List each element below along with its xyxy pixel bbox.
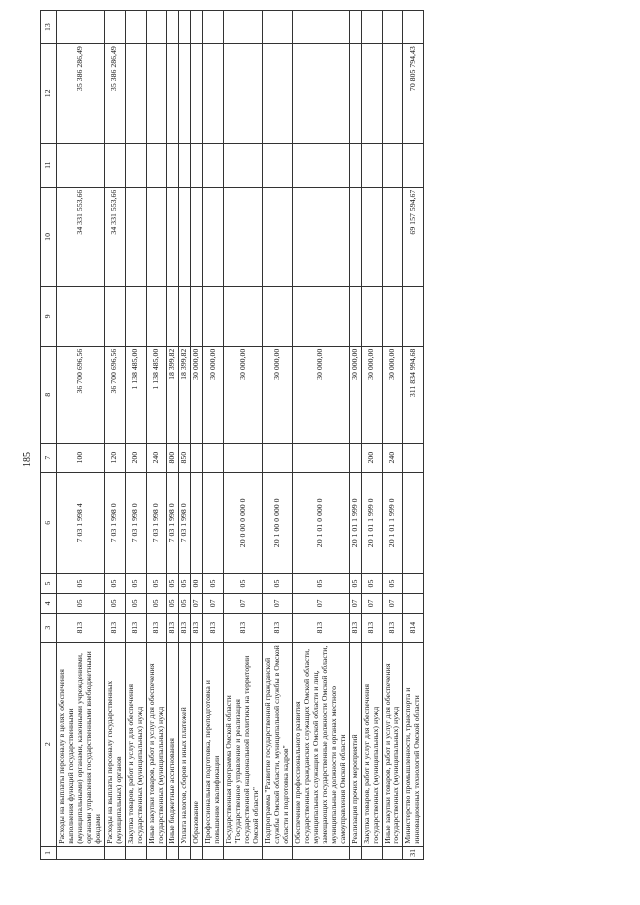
row-description: Государственная программа Омской области "Государственное управление и реализация государственной национальной политики на территории Омской области" <box>224 642 263 846</box>
ministry-code: 813 <box>382 613 403 642</box>
subsection-code: 00 <box>191 574 203 594</box>
amount-col11 <box>125 143 146 187</box>
header-cell: 5 <box>41 574 57 594</box>
ministry-code: 813 <box>57 613 105 642</box>
expense-type <box>224 443 263 472</box>
amount-year2 <box>179 187 191 286</box>
table-row <box>104 11 125 860</box>
row-number <box>191 846 203 859</box>
target-article: 7 03 1 998 0 <box>167 472 179 574</box>
amount-year1: 18 399,82 <box>167 346 179 443</box>
row-description: Образование <box>191 642 203 846</box>
row-description: Иные закупки товаров, работ и услуг для обеспечения государственных (муниципальных) нужд <box>382 642 403 846</box>
amount-col13 <box>57 11 105 44</box>
amount-year2 <box>263 187 293 286</box>
amount-col13 <box>263 11 293 44</box>
amount-col9 <box>403 287 424 347</box>
row-number <box>146 846 167 859</box>
subsection-code: 05 <box>263 574 293 594</box>
amount-year3: 35 386 286,49 <box>104 44 125 143</box>
amount-col13 <box>179 11 191 44</box>
amount-col11 <box>191 143 203 187</box>
table-row <box>167 11 179 860</box>
amount-year1: 30 000,00 <box>263 346 293 443</box>
amount-col9 <box>104 287 125 347</box>
table-row <box>191 11 203 860</box>
row-number <box>382 846 403 859</box>
section-code: 05 <box>104 593 125 613</box>
amount-year3 <box>146 44 167 143</box>
amount-year3 <box>167 44 179 143</box>
amount-col11 <box>224 143 263 187</box>
amount-year2: 34 331 553,66 <box>57 187 105 286</box>
amount-col13 <box>104 11 125 44</box>
ministry-code: 813 <box>361 613 382 642</box>
expense-type: 240 <box>382 443 403 472</box>
amount-year2 <box>224 187 263 286</box>
amount-year1: 1 138 485,00 <box>146 346 167 443</box>
header-cell: 8 <box>41 346 57 443</box>
amount-col9 <box>167 287 179 347</box>
amount-year1: 30 000,00 <box>349 346 361 443</box>
section-code: 05 <box>125 593 146 613</box>
row-description: Реализация прочих мероприятий <box>349 642 361 846</box>
amount-year1: 30 000,00 <box>203 346 224 443</box>
row-description: Расходы на выплаты персоналу в целях обеспечения выполнения функций государственными (муниципальными) органами, казенными учреждениями, органами управления государственными внебюджетными фондами <box>57 642 105 846</box>
amount-col13 <box>403 11 424 44</box>
header-cell: 9 <box>41 287 57 347</box>
amount-col13 <box>125 11 146 44</box>
row-number <box>349 846 361 859</box>
ministry-code: 813 <box>179 613 191 642</box>
target-article: 7 03 1 998 4 <box>57 472 105 574</box>
amount-col13 <box>167 11 179 44</box>
target-article: 7 03 1 998 0 <box>146 472 167 574</box>
target-article: 20 1 00 0 000 0 <box>263 472 293 574</box>
amount-col13 <box>292 11 349 44</box>
amount-col9 <box>191 287 203 347</box>
row-description: Закупка товаров, работ и услуг для обеспечения государственных (муниципальных) нужд <box>125 642 146 846</box>
section-code: 07 <box>191 593 203 613</box>
row-number <box>361 846 382 859</box>
amount-col13 <box>191 11 203 44</box>
subsection-code: 05 <box>382 574 403 594</box>
ministry-code: 813 <box>263 613 293 642</box>
row-description: Расходы на выплаты персоналу государственных (муниципальных) органов <box>104 642 125 846</box>
page-number: 185 <box>22 452 33 467</box>
amount-year1: 311 834 994,68 <box>403 346 424 443</box>
row-number: 31 <box>403 846 424 859</box>
amount-year3: 35 386 286,49 <box>57 44 105 143</box>
amount-col11 <box>203 143 224 187</box>
amount-col11 <box>179 143 191 187</box>
row-number <box>179 846 191 859</box>
row-number <box>263 846 293 859</box>
table-row <box>349 11 361 860</box>
subsection-code <box>403 574 424 594</box>
section-code: 07 <box>361 593 382 613</box>
ministry-code: 814 <box>403 613 424 642</box>
subsection-code: 05 <box>146 574 167 594</box>
expense-type <box>349 443 361 472</box>
ministry-code: 813 <box>167 613 179 642</box>
ministry-code: 813 <box>203 613 224 642</box>
subsection-code: 05 <box>179 574 191 594</box>
header-cell: 1 <box>41 846 57 859</box>
section-code: 05 <box>57 593 105 613</box>
row-number <box>57 846 105 859</box>
table-row <box>224 11 263 860</box>
budget-table <box>40 10 424 860</box>
table-row <box>57 11 105 860</box>
section-code: 07 <box>263 593 293 613</box>
table-row <box>203 11 224 860</box>
target-article <box>203 472 224 574</box>
subsection-code: 05 <box>349 574 361 594</box>
table-row <box>146 11 167 860</box>
ministry-code: 813 <box>125 613 146 642</box>
amount-col9 <box>125 287 146 347</box>
row-number <box>167 846 179 859</box>
section-code <box>403 593 424 613</box>
amount-year3 <box>203 44 224 143</box>
header-cell: 13 <box>41 11 57 44</box>
amount-col11 <box>403 143 424 187</box>
target-article: 20 1 01 1 999 0 <box>361 472 382 574</box>
table-row <box>361 11 382 860</box>
amount-year2 <box>292 187 349 286</box>
amount-col11 <box>263 143 293 187</box>
amount-col13 <box>203 11 224 44</box>
ministry-code: 813 <box>292 613 349 642</box>
expense-type: 200 <box>125 443 146 472</box>
amount-year3 <box>361 44 382 143</box>
amount-col9 <box>57 287 105 347</box>
subsection-code: 05 <box>57 574 105 594</box>
ministry-code: 813 <box>191 613 203 642</box>
header-cell: 12 <box>41 44 57 143</box>
section-code: 05 <box>179 593 191 613</box>
table-row <box>179 11 191 860</box>
amount-year3 <box>382 44 403 143</box>
amount-col11 <box>361 143 382 187</box>
row-number <box>125 846 146 859</box>
section-code: 07 <box>382 593 403 613</box>
target-article: 20 0 00 0 000 0 <box>224 472 263 574</box>
subsection-code: 05 <box>203 574 224 594</box>
target-article: 20 1 01 1 999 0 <box>382 472 403 574</box>
amount-year3: 70 805 794,43 <box>403 44 424 143</box>
amount-year3 <box>179 44 191 143</box>
row-description: Уплата налогов, сборов и иных платежей <box>179 642 191 846</box>
header-cell: 6 <box>41 472 57 574</box>
expense-type <box>263 443 293 472</box>
amount-year2 <box>203 187 224 286</box>
section-code: 07 <box>224 593 263 613</box>
amount-col9 <box>203 287 224 347</box>
expense-type <box>203 443 224 472</box>
amount-col11 <box>349 143 361 187</box>
amount-year2 <box>146 187 167 286</box>
amount-col11 <box>57 143 105 187</box>
table-row <box>403 11 424 860</box>
amount-col11 <box>146 143 167 187</box>
amount-year2 <box>382 187 403 286</box>
expense-type <box>403 443 424 472</box>
header-cell: 7 <box>41 443 57 472</box>
row-description: Иные бюджетные ассигнования <box>167 642 179 846</box>
amount-col9 <box>263 287 293 347</box>
amount-col13 <box>382 11 403 44</box>
row-description: Министерство промышленности, транспорта и инновационных технологий Омской области <box>403 642 424 846</box>
subsection-code: 05 <box>104 574 125 594</box>
amount-col9 <box>361 287 382 347</box>
table-row <box>292 11 349 860</box>
header-cell: 3 <box>41 613 57 642</box>
amount-year2: 69 157 594,67 <box>403 187 424 286</box>
amount-year1: 18 399,82 <box>179 346 191 443</box>
amount-year1: 30 000,00 <box>361 346 382 443</box>
amount-year2 <box>125 187 146 286</box>
amount-col13 <box>224 11 263 44</box>
amount-year2 <box>361 187 382 286</box>
amount-year3 <box>191 44 203 143</box>
expense-type: 800 <box>167 443 179 472</box>
header-row <box>41 11 57 860</box>
amount-year1: 30 000,00 <box>191 346 203 443</box>
ministry-code: 813 <box>224 613 263 642</box>
section-code: 07 <box>203 593 224 613</box>
amount-col11 <box>382 143 403 187</box>
amount-col9 <box>382 287 403 347</box>
amount-year1: 36 700 696,56 <box>57 346 105 443</box>
header-cell: 4 <box>41 593 57 613</box>
target-article: 7 03 1 998 0 <box>179 472 191 574</box>
target-article: 20 1 01 0 000 0 <box>292 472 349 574</box>
subsection-code: 05 <box>224 574 263 594</box>
amount-year3 <box>292 44 349 143</box>
row-description: Закупка товаров, работ и услуг для обеспечения государственных (муниципальных) нужд <box>361 642 382 846</box>
row-number <box>292 846 349 859</box>
target-article <box>191 472 203 574</box>
row-description: Подпрограмма "Развитие государственной гражданской службы Омской области, муниципальной службы в Омской области и подготовка кадров" <box>263 642 293 846</box>
target-article: 7 03 1 998 0 <box>125 472 146 574</box>
ministry-code: 813 <box>104 613 125 642</box>
amount-year1: 30 000,00 <box>292 346 349 443</box>
amount-col9 <box>292 287 349 347</box>
amount-year2 <box>191 187 203 286</box>
expense-type: 120 <box>104 443 125 472</box>
table-row <box>125 11 146 860</box>
amount-col11 <box>167 143 179 187</box>
expense-type: 850 <box>179 443 191 472</box>
header-cell: 11 <box>41 143 57 187</box>
amount-year3 <box>349 44 361 143</box>
header-cell: 10 <box>41 187 57 286</box>
amount-year3 <box>125 44 146 143</box>
amount-col9 <box>224 287 263 347</box>
amount-col9 <box>179 287 191 347</box>
amount-col11 <box>292 143 349 187</box>
amount-col13 <box>349 11 361 44</box>
amount-year1: 36 700 696,56 <box>104 346 125 443</box>
amount-col13 <box>361 11 382 44</box>
section-code: 05 <box>146 593 167 613</box>
amount-year3 <box>263 44 293 143</box>
amount-col11 <box>104 143 125 187</box>
subsection-code: 05 <box>125 574 146 594</box>
amount-year2: 34 331 553,66 <box>104 187 125 286</box>
row-description: Обеспечение профессионального развития государственных гражданских служащих Омской области, муниципальных служащих в Омской области и лиц, замещающих государственные должности Омской области, муниципальные должности в органах местного самоуправления Омской области <box>292 642 349 846</box>
row-number <box>224 846 263 859</box>
amount-year1: 1 138 485,00 <box>125 346 146 443</box>
ministry-code: 813 <box>146 613 167 642</box>
target-article: 20 1 01 1 999 0 <box>349 472 361 574</box>
expense-type <box>292 443 349 472</box>
amount-year3 <box>224 44 263 143</box>
section-code: 05 <box>167 593 179 613</box>
amount-col9 <box>349 287 361 347</box>
table-row <box>382 11 403 860</box>
amount-col13 <box>146 11 167 44</box>
amount-year2 <box>349 187 361 286</box>
amount-col9 <box>146 287 167 347</box>
ministry-code: 813 <box>349 613 361 642</box>
section-code: 07 <box>292 593 349 613</box>
row-description: Профессиональная подготовка, переподготовка и повышение квалификации <box>203 642 224 846</box>
section-code: 07 <box>349 593 361 613</box>
amount-year1: 30 000,00 <box>224 346 263 443</box>
expense-type: 240 <box>146 443 167 472</box>
expense-type: 200 <box>361 443 382 472</box>
subsection-code: 05 <box>292 574 349 594</box>
expense-type <box>191 443 203 472</box>
amount-year2 <box>167 187 179 286</box>
subsection-code: 05 <box>167 574 179 594</box>
row-description: Иные закупки товаров, работ и услуг для обеспечения государственных (муниципальных) нужд <box>146 642 167 846</box>
target-article: 7 03 1 998 0 <box>104 472 125 574</box>
row-number <box>104 846 125 859</box>
amount-year1: 30 000,00 <box>382 346 403 443</box>
header-cell: 2 <box>41 642 57 846</box>
target-article <box>403 472 424 574</box>
row-number <box>203 846 224 859</box>
expense-type: 100 <box>57 443 105 472</box>
subsection-code: 05 <box>361 574 382 594</box>
table-row <box>263 11 293 860</box>
